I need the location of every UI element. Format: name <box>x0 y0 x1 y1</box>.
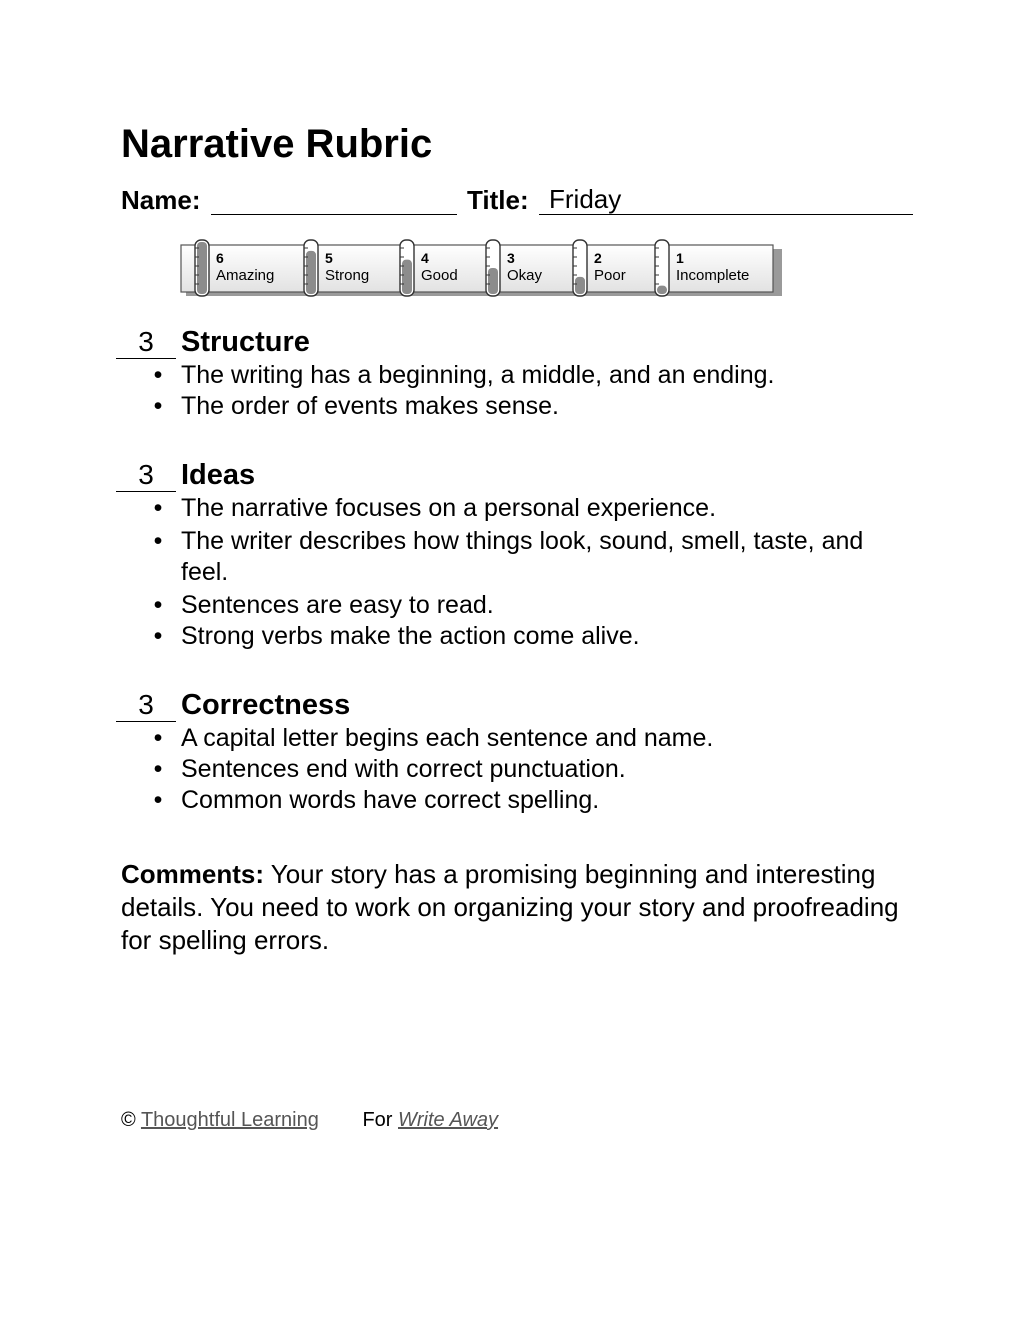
scale-label: Strong <box>325 267 370 284</box>
copyright-symbol: © <box>121 1109 136 1131</box>
footer <box>121 1107 498 1133</box>
criterion-text: Sentences are easy to read. <box>181 591 494 619</box>
section-heading: Correctness <box>181 689 351 721</box>
bullet-icon: • <box>153 786 163 814</box>
criterion-text: A capital letter begins each sentence and name. <box>181 724 714 752</box>
book-link[interactable]: Write Away <box>398 1109 499 1131</box>
title-label: Title: <box>467 185 529 215</box>
scale-number: 2 <box>594 250 602 266</box>
name-field[interactable] <box>211 214 457 215</box>
scale-label: Okay <box>507 267 543 284</box>
scale-label: Incomplete <box>676 267 750 284</box>
score-correctness[interactable]: 3 <box>116 689 176 722</box>
comments <box>121 858 911 957</box>
criterion-text: The order of events makes sense. <box>181 392 559 420</box>
list-item <box>153 526 881 588</box>
tube-fill <box>488 268 498 294</box>
score-ideas[interactable]: 3 <box>116 459 176 492</box>
scale-label: Good <box>421 267 458 284</box>
scale-number: 1 <box>676 250 684 266</box>
name-label: Name: <box>121 185 201 215</box>
bullet-icon: • <box>153 494 163 522</box>
list-item <box>153 590 881 621</box>
bullet-icon: • <box>153 724 163 752</box>
name-title-row <box>121 183 921 217</box>
page-title: Narrative Rubric <box>121 122 433 166</box>
section-heading: Structure <box>181 326 310 358</box>
list-item <box>153 391 881 422</box>
rating-scale <box>178 236 788 302</box>
criterion-text: The writer describes how things look, sound, smell, taste, and feel. <box>181 527 864 586</box>
list-item <box>153 785 881 816</box>
list-item <box>153 360 881 391</box>
comments-label: Comments: <box>121 859 265 889</box>
criterion-text: Strong verbs make the action come alive. <box>181 622 640 650</box>
score-structure[interactable]: 3 <box>116 326 176 359</box>
title-value: Friday <box>549 184 622 214</box>
comments-text: Your story has a promising beginning and interesting details. You need to work on organizing your story and proofreading for spelling errors. <box>121 859 899 955</box>
scale-number: 3 <box>507 250 515 266</box>
criterion-text: Sentences end with correct punctuation. <box>181 755 626 783</box>
bullet-icon: • <box>153 361 163 389</box>
scale-number: 6 <box>216 250 224 266</box>
bullet-icon: • <box>153 527 163 555</box>
for-label: For <box>362 1109 393 1131</box>
tube-fill <box>197 242 207 294</box>
section-heading: Ideas <box>181 459 256 491</box>
list-item <box>153 723 881 754</box>
tube-fill <box>575 277 585 294</box>
scale-number: 4 <box>421 250 429 266</box>
tube-fill <box>402 260 412 294</box>
scale-number: 5 <box>325 250 333 266</box>
criteria-list <box>153 360 881 422</box>
list-item <box>153 621 881 652</box>
criteria-list <box>153 493 881 652</box>
publisher-link[interactable]: Thoughtful Learning <box>140 1109 319 1131</box>
list-item <box>153 754 881 785</box>
bullet-icon: • <box>153 622 163 650</box>
criterion-text: The narrative focuses on a personal experience. <box>181 494 717 522</box>
list-item <box>153 493 881 524</box>
criterion-text: Common words have correct spelling. <box>181 786 600 814</box>
scale-label: Poor <box>594 267 626 284</box>
scale-label: Amazing <box>216 267 275 284</box>
criterion-text: The writing has a beginning, a middle, and an ending. <box>181 361 775 389</box>
bullet-icon: • <box>153 392 163 420</box>
bullet-icon: • <box>153 591 163 619</box>
criteria-list <box>153 723 881 816</box>
tube-fill <box>657 286 667 294</box>
bullet-icon: • <box>153 755 163 783</box>
